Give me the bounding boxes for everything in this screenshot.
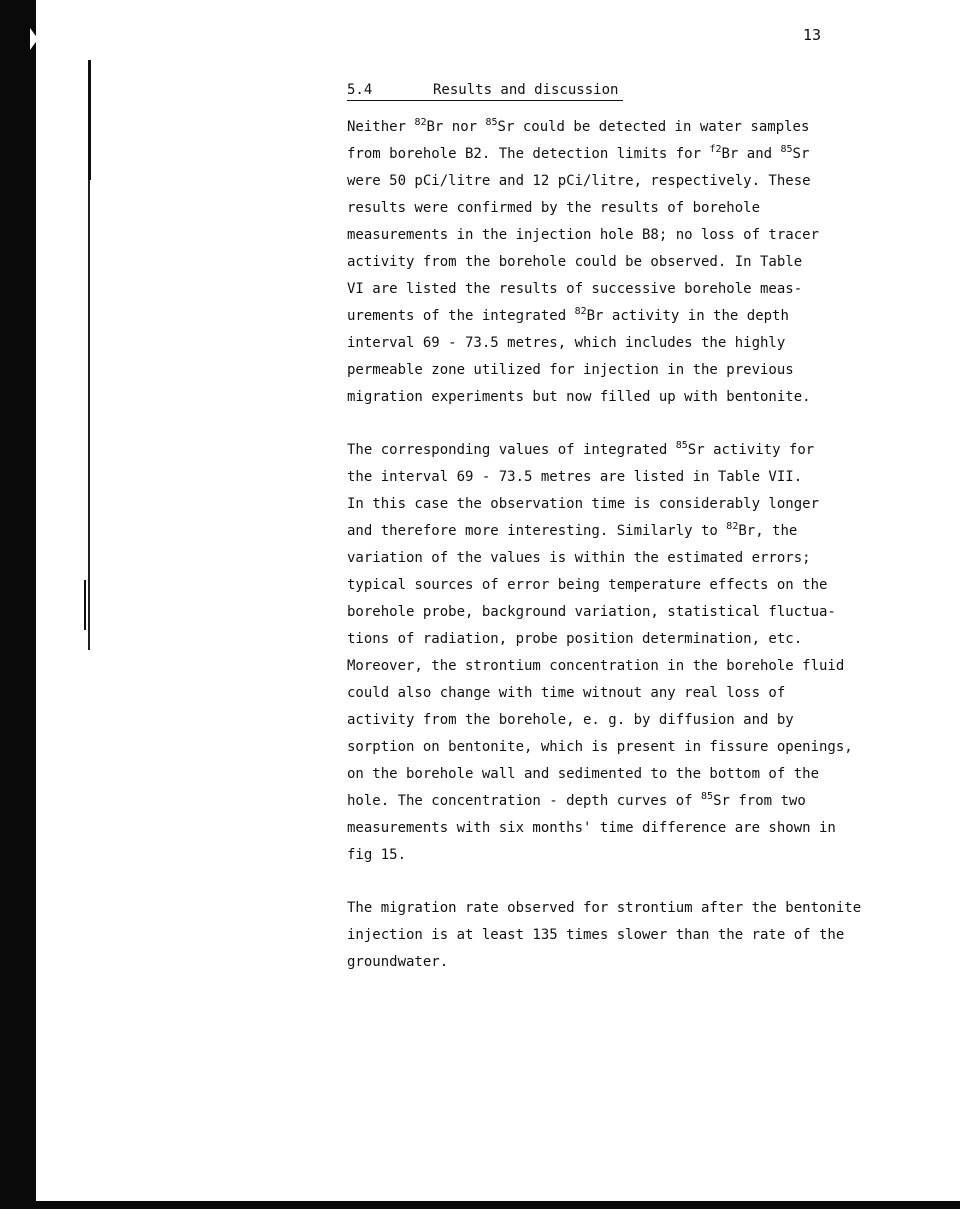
text-run: measurements with six months' time difference are shown in [347, 820, 836, 836]
text-run: interval 69 - 73.5 metres, which includes the highly [347, 335, 786, 351]
margin-change-bar [88, 60, 91, 180]
text-run: Moreover, the strontium concentration in the borehole fluid [347, 658, 845, 674]
text-line [347, 895, 907, 922]
section-heading [347, 82, 623, 101]
text-run: activity from the borehole could be observed. In Table [347, 254, 803, 270]
text-line [347, 922, 907, 949]
text-line [347, 357, 907, 384]
text-line [347, 249, 907, 276]
text-run: typical sources of error being temperature effects on the [347, 577, 828, 593]
text-run: and therefore more interesting. Similarly to [347, 523, 727, 539]
isotope-mass-number: 85 [701, 791, 714, 802]
text-run: hole. The concentration - depth curves of [347, 793, 702, 809]
isotope-mass-number: 82 [414, 117, 427, 128]
text-line [347, 842, 907, 869]
text-run: results were confirmed by the results of borehole [347, 200, 761, 216]
text-line [347, 276, 907, 303]
text-run: Br and [721, 146, 781, 162]
text-run: Br, the [738, 523, 798, 539]
margin-change-bar [84, 580, 86, 630]
text-run: were 50 pCi/litre and 12 pCi/litre, respectively. These [347, 173, 811, 189]
text-run: Sr [792, 146, 810, 162]
text-run: Sr activity for [687, 442, 815, 458]
text-line [347, 815, 907, 842]
text-run: activity from the borehole, e. g. by diffusion and by [347, 712, 794, 728]
text-run: borehole probe, background variation, statistical fluctua- [347, 604, 836, 620]
isotope-mass-number: f2 [709, 144, 722, 155]
text-line [347, 626, 907, 653]
text-line [347, 141, 907, 168]
text-line [347, 653, 907, 680]
text-line [347, 518, 907, 545]
text-run: permeable zone utilized for injection in the previous [347, 362, 794, 378]
text-line [347, 572, 907, 599]
text-line [347, 464, 907, 491]
text-run: sorption on bentonite, which is present in fissure openings, [347, 739, 853, 755]
text-line [347, 437, 907, 464]
text-run: on the borehole wall and sedimented to the bottom of the [347, 766, 820, 782]
text-run: VI are listed the results of successive borehole meas- [347, 281, 803, 297]
text-run: In this case the observation time is considerably longer [347, 496, 820, 512]
margin-change-bar [88, 180, 90, 650]
text-run: the interval 69 - 73.5 metres are listed in Table VII. [347, 469, 803, 485]
text-run: Neither [347, 119, 415, 135]
isotope-mass-number: 85 [485, 117, 498, 128]
isotope-mass-number: 85 [675, 440, 688, 451]
text-run: Br nor [426, 119, 486, 135]
text-run: groundwater. [347, 954, 449, 970]
paragraph-migration-rate [347, 895, 907, 976]
text-line [347, 168, 907, 195]
text-run: variation of the values is within the estimated errors; [347, 550, 811, 566]
text-line [347, 222, 907, 249]
page-number: 13 [803, 26, 822, 44]
paragraph-results [347, 114, 907, 411]
text-run: Sr could be detected in water samples [497, 119, 810, 135]
paragraph-strontium [347, 437, 907, 869]
section-title: Results and discussion [433, 82, 619, 98]
text-line [347, 599, 907, 626]
text-run: Sr from two [713, 793, 806, 809]
text-run: Br activity in the depth [586, 308, 789, 324]
text-run: tions of radiation, probe position determination, etc. [347, 631, 803, 647]
text-line [347, 788, 907, 815]
text-run: The migration rate observed for strontium after the bentonite [347, 900, 862, 916]
text-run: migration experiments but now filled up with bentonite. [347, 389, 811, 405]
text-line [347, 680, 907, 707]
text-run: The corresponding values of integrated [347, 442, 676, 458]
text-run: fig 15. [347, 847, 407, 863]
text-run: from borehole B2. The detection limits for [347, 146, 710, 162]
text-line [347, 303, 907, 330]
text-run: urements of the integrated [347, 308, 575, 324]
text-run: injection is at least 135 times slower than the rate of the [347, 927, 845, 943]
text-run: could also change with time witnout any real loss of [347, 685, 786, 701]
text-line [347, 761, 907, 788]
section-number: 5.4 [347, 82, 373, 98]
text-line [347, 734, 907, 761]
text-line [347, 330, 907, 357]
text-line [347, 545, 907, 572]
isotope-mass-number: 85 [780, 144, 793, 155]
text-line [347, 384, 907, 411]
scan-edge-bottom [0, 1201, 960, 1209]
text-line [347, 491, 907, 518]
isotope-mass-number: 82 [726, 521, 739, 532]
text-line [347, 114, 907, 141]
text-line [347, 195, 907, 222]
isotope-mass-number: 82 [574, 306, 587, 317]
scan-edge-left [0, 0, 36, 1209]
text-line [347, 707, 907, 734]
text-line [347, 949, 907, 976]
text-run: measurements in the injection hole B8; no loss of tracer [347, 227, 820, 243]
